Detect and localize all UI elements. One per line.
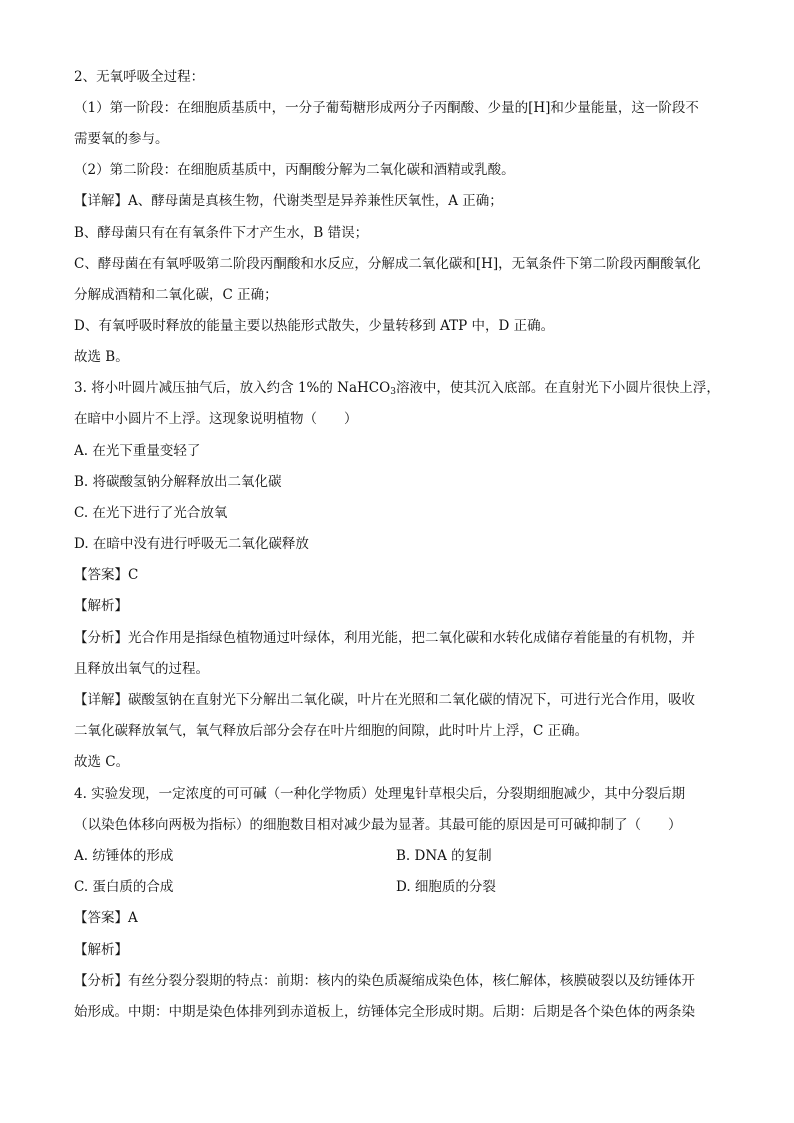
question-3-stem-part1: 3. 将小叶圆片减压抽气后，放入约含 1%的 NaHCO — [74, 380, 391, 396]
mitosis-analysis-cont: 始形成。中期：中期是染色体排列到赤道板上，纺锤体完全形成时期。后期：后期是各个染色体的两条染 — [74, 1004, 695, 1020]
question-4-stem-cont: （以染色体移向两极为指标）的细胞数目相对减少最为显著。其最可能的原因是可可碱抑制了（ ） — [74, 817, 682, 833]
q4-option-d: D. 细胞质的分裂 — [396, 879, 496, 895]
question-3-stem-part2: 溶液中，使其沉入底部。在直射光下小圆片很快上浮， — [395, 380, 720, 396]
explanation-a: 【详解】A、酵母菌是真核生物，代谢类型是异养兼性厌氧性，A 正确； — [74, 193, 503, 209]
option-d: D. 在暗中没有进行呼吸无二氧化碳释放 — [74, 536, 309, 552]
option-a: A. 在光下重量变轻了 — [74, 443, 201, 459]
analysis-paragraph: 【分析】光合作用是指绿色植物通过叶绿体，利用光能，把二氧化碳和水转化成储存着能量的有机物，并 — [74, 630, 695, 646]
section-heading-anaerobic: 2、无氧呼吸全过程： — [74, 69, 205, 85]
answer-label-2: 【答案】A — [74, 910, 138, 926]
question-3-stem — [74, 379, 734, 401]
q4-option-b: B. DNA 的复制 — [396, 848, 492, 864]
q4-option-c: C. 蛋白质的合成 — [74, 879, 174, 895]
paragraph-stage-one-cont: 需要氧的参与。 — [74, 131, 169, 147]
question-4-stem: 4. 实验发现，一定浓度的可可碱（一种化学物质）处理鬼针草根尖后，分裂期细胞减少，其中分裂后期 — [74, 786, 686, 802]
explanation-b: B、酵母菌只有在有氧条件下才产生水，B 错误； — [74, 225, 369, 241]
analysis-paragraph-cont: 且释放出氧气的过程。 — [74, 661, 209, 677]
detail-paragraph-cont: 二氧化碳释放氧气，氧气释放后部分会存在叶片细胞的间隙，此时叶片上浮，C 正确。 — [74, 723, 589, 739]
explanation-c-cont: 分解成酒精和二氧化碳，C 正确； — [74, 287, 278, 303]
subscript-3: 3 — [390, 387, 396, 397]
detail-paragraph: 【详解】碳酸氢钠在直射光下分解出二氧化碳，叶片在光照和二氧化碳的情况下，可进行光合作用，吸收 — [74, 692, 695, 708]
option-b: B. 将碳酸氢钠分解释放出二氧化碳 — [74, 474, 282, 490]
explanation-d: D、有氧呼吸时释放的能量主要以热能形式散失，少量转移到 ATP 中，D 正确。 — [74, 318, 555, 334]
analysis-label-2: 【解析】 — [74, 942, 128, 958]
paragraph-stage-two: （2）第二阶段：在细胞质基质中，丙酮酸分解为二氧化碳和酒精或乳酸。 — [74, 162, 515, 178]
analysis-label: 【解析】 — [74, 598, 128, 614]
paragraph-stage-one: （1）第一阶段：在细胞质基质中，一分子葡萄糖形成两分子丙酮酸、少量的[H]和少量能量，这一阶段不 — [74, 100, 699, 116]
mitosis-analysis: 【分析】有丝分裂分裂期的特点：前期：核内的染色质凝缩成染色体，核仁解体，核膜破裂以及纺锤体开 — [74, 973, 695, 989]
option-c: C. 在光下进行了光合放氧 — [74, 505, 228, 521]
choice-conclusion-2: 故选 C。 — [74, 754, 130, 770]
question-3-stem-cont: 在暗中小圆片不上浮。这现象说明植物（ ） — [74, 411, 358, 427]
choice-conclusion: 故选 B。 — [74, 349, 129, 365]
answer-label: 【答案】C — [74, 567, 139, 583]
explanation-c: C、酵母菌在有氧呼吸第二阶段丙酮酸和水反应，分解成二氧化碳和[H]，无氧条件下第二阶段丙酮酸氧化 — [74, 256, 701, 272]
q4-option-a: A. 纺锤体的形成 — [74, 848, 174, 864]
